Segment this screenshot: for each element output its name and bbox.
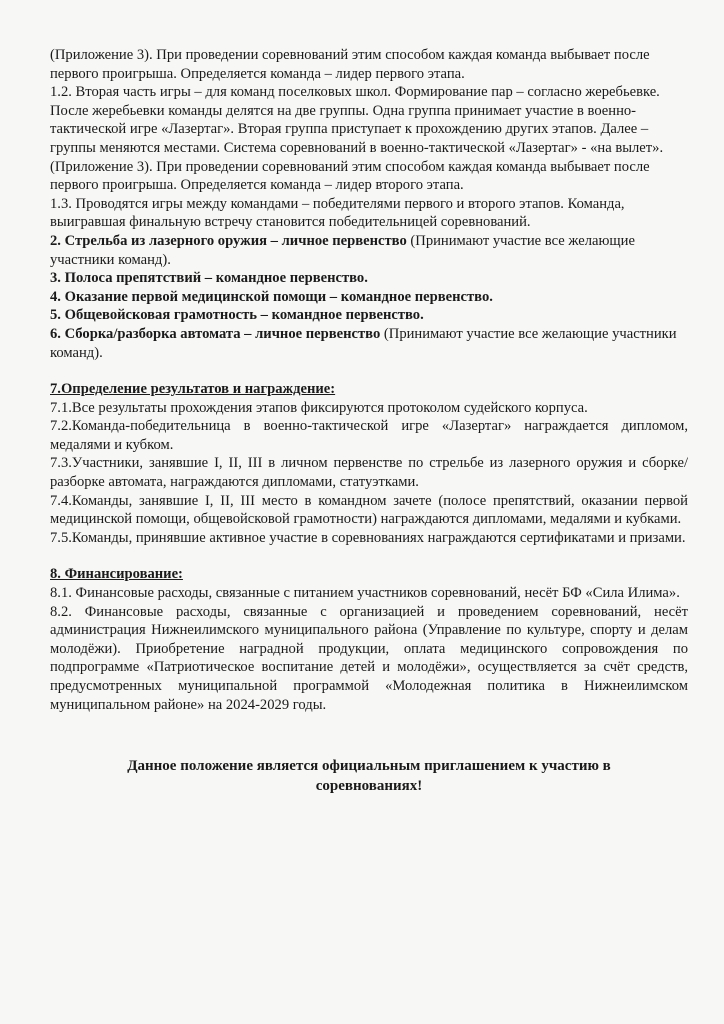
stage-5 <box>50 306 688 325</box>
paragraph-appendix-note: (Приложение 3). При проведении соревнований этим способом каждая команда выбывает после первого проигрыша. Определяется команда – лидер первого этапа. <box>50 47 650 82</box>
stage-5-title: 5. Общевойсковая грамотность – командное первенство. <box>50 307 424 324</box>
paragraph-1-2: 1.2. Вторая часть игры – для команд поселковых школ. Формирование пар – согласно жеребьевке. После жеребьевки команды делятся на две группы. Одна группа принимает участие в военно-тактической игре «Лазертаг». Вторая группа приступает к прохождению других этапов. Далее – группы меняются местами. Система соревнований в военно-тактической «Лазертаг» - «на вылет». (Приложение 3). При проведении соревнований этим способом каждая команда выбывает после первого проигрыша. Определяется команда – лидер второго этапа. <box>50 84 664 194</box>
stage-6 <box>50 325 688 362</box>
item-7-4: 7.4.Команды, занявшие I, II, III место в командном зачете (полосе препятствий, оказании первой медицинской помощи, общевойсковой грамотности) награждаются дипломами, медалями и кубками. <box>50 492 688 528</box>
stage-4 <box>50 288 688 307</box>
stage-2-note: (Принимают участие все желающие участники команд). <box>50 232 635 268</box>
stage-3-title: 3. Полоса препятствий – командное первенство. <box>50 270 368 287</box>
stage-2 <box>50 232 688 269</box>
item-8-2: 8.2. Финансовые расходы, связанные с организацией и проведением соревнований, несёт администрация Нижнеилимского муниципального района (Управление по культуре, спорту и делам молодёжи). Приобретение наградной продукции, оплата медицинского сопровождения по подпрограмме «Патриотическое воспитание детей и молодёжи», осуществляется за счёт средств, предусмотренных муниципальной программой «Молодежная политика в Нижнеилимском муниципальном районе» на 2024-2029 годы. <box>50 603 688 713</box>
section-8-title: 8. Финансирование: <box>50 566 183 583</box>
stage-3 <box>50 269 688 288</box>
closing-statement: Данное положение является официальным приглашением к участию в соревнованиях! <box>127 758 611 795</box>
item-7-1: 7.1.Все результаты прохождения этапов фиксируются протоколом судейского корпуса. <box>50 399 588 416</box>
item-7-3: 7.3.Участники, занявшие I, II, III в личном первенстве по стрельбе из лазерного оружия и сборке/разборке автомата, награждаются дипломами, статуэтками. <box>50 455 688 491</box>
stage-4-title: 4. Оказание первой медицинской помощи – командное первенство. <box>50 288 493 305</box>
paragraph-1-3: 1.3. Проводятся игры между командами – победителями первого и второго этапов. Команда, выигравшая финальную встречу становится победительницей соревнований. <box>50 195 625 231</box>
item-8-1: 8.1. Финансовые расходы, связанные с питанием участников соревнований, несёт БФ «Сила Илима». <box>50 585 680 602</box>
stage-6-note: (Принимают участие все желающие участники команд). <box>50 325 677 361</box>
item-7-5: 7.5.Команды, принявшие активное участие в соревнованиях награждаются сертификатами и призами. <box>50 529 686 546</box>
item-7-2: 7.2.Команда-победительница в военно-тактической игре «Лазертаг» награждается дипломом, медалями и кубком. <box>50 418 688 453</box>
section-7-title: 7.Определение результатов и награждение: <box>50 381 336 398</box>
stage-6-title: 6. Сборка/разборка автомата – личное первенство <box>50 325 381 342</box>
stage-2-title: 2. Стрельба из лазерного оружия – личное первенство <box>50 232 407 249</box>
